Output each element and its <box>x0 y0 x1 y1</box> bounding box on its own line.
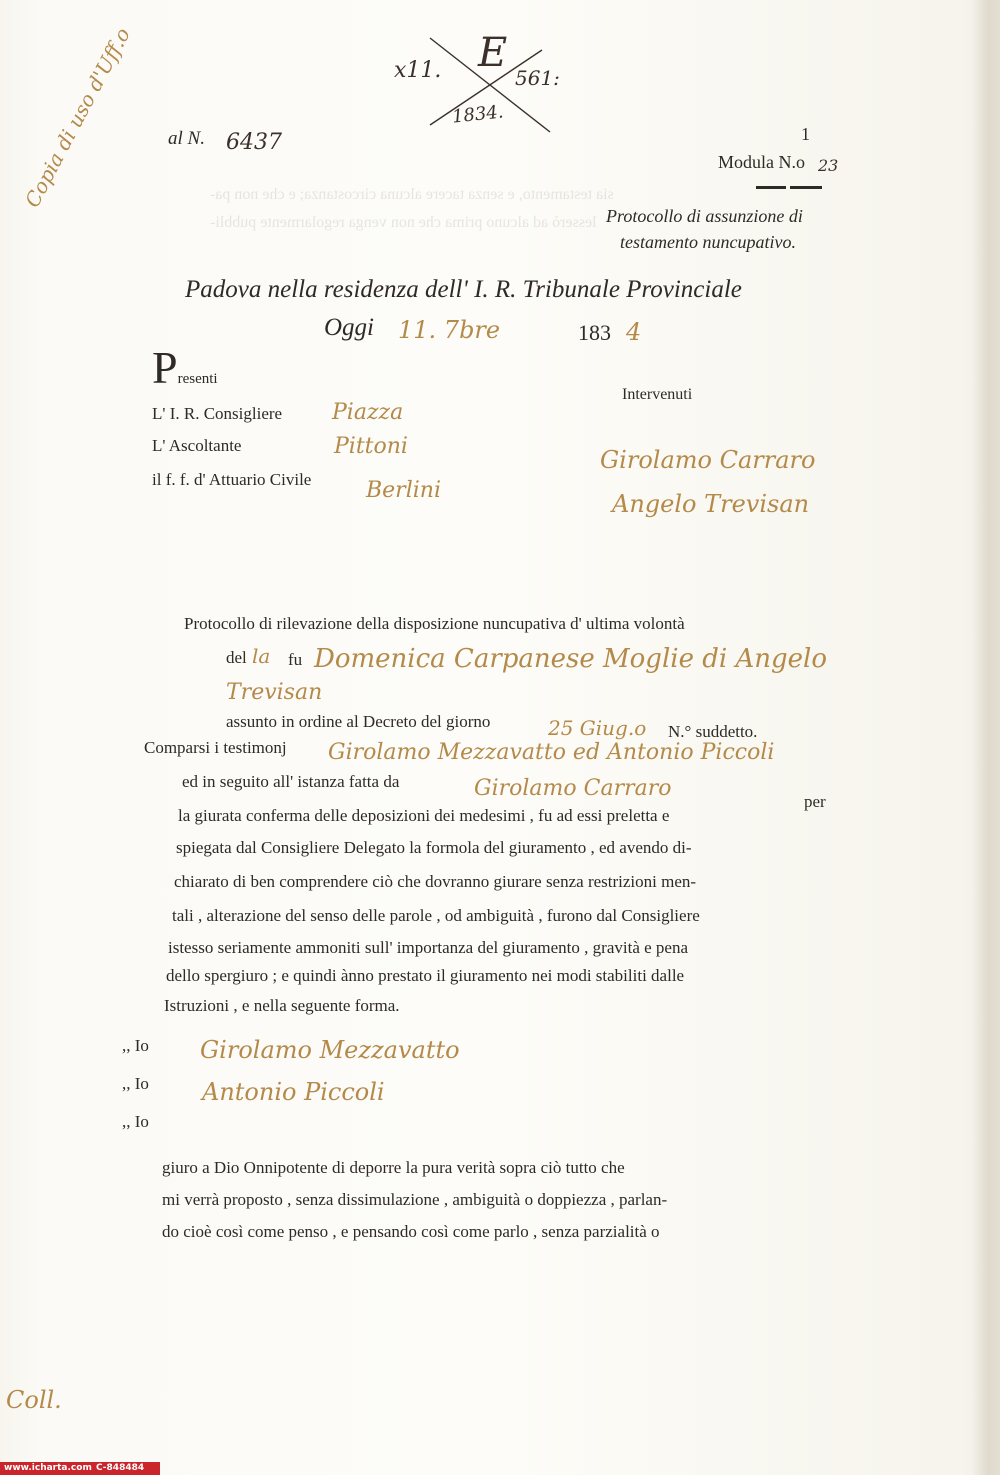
modula-rule <box>790 186 822 189</box>
assunto-text: assunto in ordine al Decreto del giorno <box>226 712 491 731</box>
presenti-rest: resenti <box>177 371 218 387</box>
ascoltante-name: Pittoni <box>334 434 408 459</box>
archive-mark-number: 561: <box>515 66 560 90</box>
body-line: tali , alterazione del senso delle parole , od ambiguità , furono dal Consigliere <box>172 906 700 925</box>
oggi-date: 11. 7bre <box>398 316 501 344</box>
al-n-value: 6437 <box>226 130 282 155</box>
presenti-initial: P <box>152 342 178 393</box>
body-line: la giurata conferma delle deposizioni dei medesimi , fu ad essi preletta e <box>178 806 670 825</box>
bleed-through-text: sia testamento, e senza tacere alcuna circostanza; e che non pa- <box>210 186 614 203</box>
ascoltante-label: L' Ascoltante <box>152 436 242 455</box>
oggi-label: Oggi <box>324 314 374 341</box>
year-printed: 183 <box>578 320 611 345</box>
modula-value: 23 <box>818 156 839 175</box>
deceased-name-cont: Trevisan <box>226 680 323 705</box>
modula-label: Modula N.o <box>718 152 805 172</box>
page-number: 1 <box>801 124 810 144</box>
io-label: ,, Io <box>122 1112 149 1131</box>
per-text: per <box>804 792 826 811</box>
modula-rule <box>756 186 786 189</box>
intervenuto-1: Girolamo Carraro <box>600 446 816 474</box>
fu-label: fu <box>288 650 303 669</box>
place-line: Padova nella residenza dell' I. R. Tribunale Provinciale <box>185 276 742 303</box>
oath-name-2: Antonio Piccoli <box>202 1078 385 1106</box>
testimoni-label: Comparsi i testimonj <box>144 738 287 757</box>
body-line: spiegata dal Consigliere Delegato la formola del giuramento , ed avendo di- <box>176 838 692 857</box>
oath-text-line: giuro a Dio Onnipotente di deporre la pura verità sopra ciò tutto che <box>162 1158 625 1177</box>
attuario-label: il f. f. d' Attuario Civile <box>152 470 312 489</box>
intervenuti-label: Intervenuti <box>622 386 693 403</box>
istanza-label: ed in seguito all' istanza fatta da <box>182 772 400 791</box>
archive-cross-mark <box>410 30 560 140</box>
bleed-through-text: lesserò ad alcuno prima che non venga regolarmente pubbli- <box>210 214 597 231</box>
margin-note: Coll. <box>6 1386 62 1414</box>
n-suddetto: N.° suddetto. <box>668 722 758 741</box>
body-line: Istruzioni , e nella seguente forma. <box>164 996 400 1015</box>
side-note: Copia di uso d'Uff.o <box>20 23 135 212</box>
body-line: istesso seriamente ammoniti sull' importanza del giuramento , gravità e pena <box>168 938 688 957</box>
al-n-label: al N. <box>168 128 205 149</box>
body-line: chiarato di ben comprendere ciò che dovranno giurare senza restrizioni men- <box>174 872 697 891</box>
year-handwritten: 4 <box>626 318 642 346</box>
consigliere-label: L' I. R. Consigliere <box>152 404 283 423</box>
title-line-2: testamento nuncupativo. <box>620 232 796 252</box>
watermark-code: C-848484 <box>96 1463 145 1473</box>
testimoni-names: Girolamo Mezzavatto ed Antonio Piccoli <box>328 740 775 765</box>
io-label: ,, Io <box>122 1036 149 1055</box>
archive-mark-letter: E <box>478 30 508 76</box>
body-line: dello spergiuro ; e quindi ànno prestato il giuramento nei modi stabiliti dalle <box>166 966 685 985</box>
deceased-name: Domenica Carpanese Moglie di Angelo <box>314 644 827 674</box>
decreto-date: 25 Giug.o <box>548 716 647 740</box>
page-edge-shadow <box>972 0 1000 1475</box>
presenti-heading <box>152 342 218 393</box>
oath-text-line: do cioè così come penso , e pensando così come parlo , senza parzialità o <box>162 1222 660 1241</box>
oath-name-1: Girolamo Mezzavatto <box>200 1036 460 1064</box>
oath-text-line: mi verrà proposto , senza dissimulazione , ambiguità o doppiezza , parlan- <box>162 1190 668 1209</box>
title-line-1: Protocollo di assunzione di <box>606 206 803 226</box>
del-label: del <box>226 648 247 667</box>
intervenuto-2: Angelo Trevisan <box>612 490 810 518</box>
watermark-website: www.icharta.com <box>4 1463 92 1473</box>
archive-year: 1834. <box>451 101 505 128</box>
protocol-line-1: Protocollo di rilevazione della disposizione nuncupativa d' ultima volontà <box>184 614 685 633</box>
io-label: ,, Io <box>122 1074 149 1093</box>
archive-mark-left: x11. <box>394 58 442 83</box>
istanza-name: Girolamo Carraro <box>474 776 672 801</box>
del-handwritten: la <box>252 644 271 668</box>
attuario-name: Berlini <box>366 478 441 503</box>
consigliere-name: Piazza <box>332 400 404 425</box>
